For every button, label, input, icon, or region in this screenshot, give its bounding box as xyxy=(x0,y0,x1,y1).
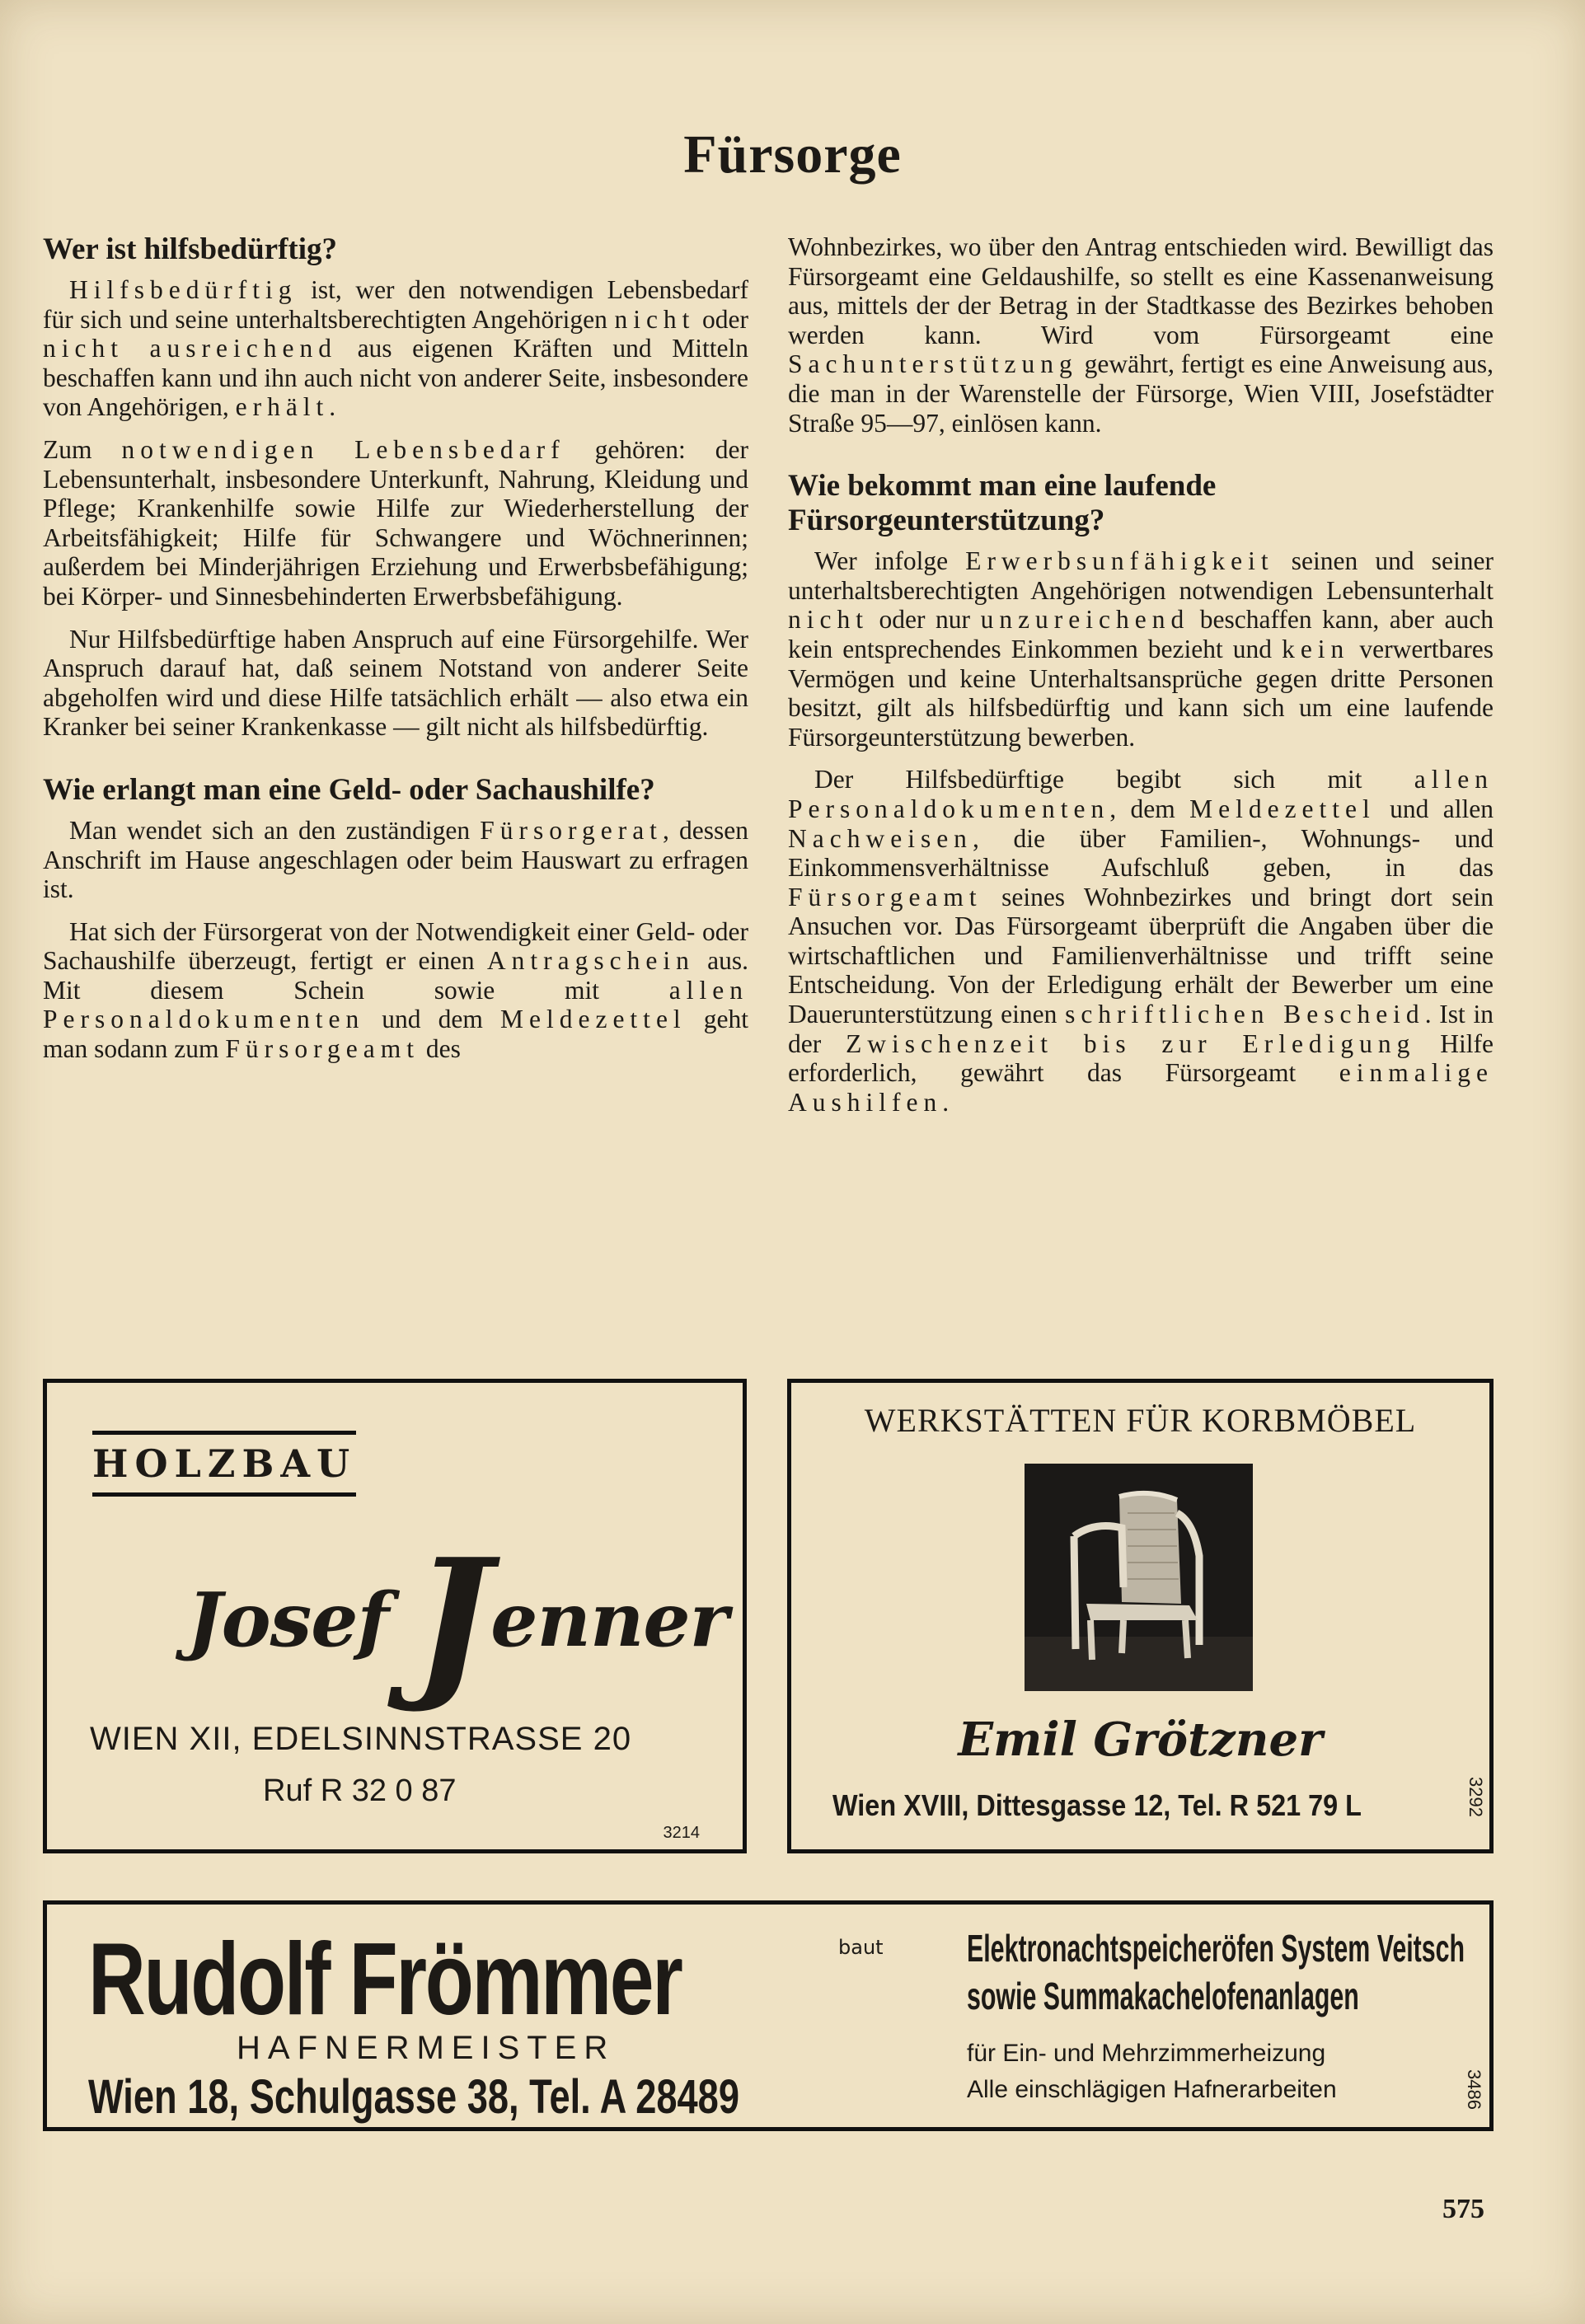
ad-froemmer-works-line: Alle einschlägigen Hafnerarbeiten xyxy=(967,2076,1337,2103)
page-title: Fürsorge xyxy=(683,124,902,185)
ad-holzbau-code: 3214 xyxy=(663,1824,700,1842)
paragraph: Hat sich der Fürsorgerat von der Notwendigkeit einer Geld- oder Sachaushilfe überzeugt, fertigt er einen Antragschein aus. Mit diesem Schein sowie mit allen Personaldokumenten und dem Meldezettel geht man sodann zum Fürsorgeamt des xyxy=(43,916,749,1064)
wicker-chair-photo xyxy=(1025,1464,1253,1691)
paragraph: Der Hilfsbedürftige begibt sich mit allen Personaldokumenten, dem Meldezettel und allen Nachweisen, die über Familien-, Wohnungs- und Einkommensverhältnisse Aufschluß geben, in das Fürsorgeamt seines Wohnbezirkes und bringt dort sein Ansuchen vor. Das Fürsorgeamt überprüft die Angaben über die wirtschaftlichen und Familienverhältnisse und trifft seine Entscheidung. Von der Erledigung erhält der Bewerber um eine Dauerunterstützung einen schriftlichen Bescheid. Ist in der Zwischenzeit bis zur Erledigung Hilfe erforderlich, gewährt das Fürsorgeamt einmalige Aushilfen. xyxy=(788,765,1494,1117)
ad-korbmoebel-groetzner xyxy=(787,1379,1494,1853)
paragraph: Nur Hilfsbedürftige haben Anspruch auf eine Fürsorgehilfe. Wer Anspruch darauf hat, daß seinem Notstand von anderer Seite abgeholfen wird und diese Hilfe tatsächlich erhält — also etwa ein Kranker bei seiner Krankenkasse — gilt nicht als hilfsbedürftig. xyxy=(43,624,748,742)
heading-laufende-fuersorgeunterstuetzung: Wie bekommt man eine laufende Fürsorgeunterstützung? xyxy=(788,469,1217,538)
ad-froemmer-code: 3486 xyxy=(1464,2069,1484,2110)
paragraph: Hilfsbedürftig ist, wer den notwendigen Lebensbedarf für sich und seine unterhaltsberechtigten Angehörigen nicht oder nicht ausreichend aus eigenen Kräften und Mitteln beschaffen kann und ihn auch nicht von anderer Seite, insbesondere von Angehörigen, erhält. xyxy=(43,275,749,422)
ad-froemmer-offer-line1: Elektronachtspeicheröfen System Veitsch xyxy=(967,1927,1465,1970)
right-column xyxy=(788,232,1494,1130)
wicker-chair-icon xyxy=(1025,1464,1253,1691)
ad-holzbau-header: HOLZBAU xyxy=(92,1431,356,1497)
page-number: 575 xyxy=(1442,2194,1484,2224)
ad-korbmoebel-address: Wien XVIII, Dittesgasse 12, Tel. R 521 79 L xyxy=(832,1788,1362,1822)
ad-froemmer-address: Wien 18, Schulgasse 38, Tel. A 28489 xyxy=(88,2070,740,2124)
left-column xyxy=(43,232,748,1077)
ad-korbmoebel-name: Emil Grötzner xyxy=(958,1713,1323,1767)
paragraph: Wer infolge Erwerbsunfähigkeit seinen und seiner unterhaltsberechtigten Angehörigen notwendigen Lebensunterhalt nicht oder nur unzureichend beschaffen kann, aber auch kein entsprechendes Einkommen bezieht und kein verwertbares Vermögen und keine Unterhaltsansprüche gegen dritte Personen besitzt, gilt als hilfsbedürftig und kann sich um eine laufende Fürsorgeunterstützung bewerben. xyxy=(788,546,1494,752)
ad-korbmoebel-code: 3292 xyxy=(1465,1777,1486,1817)
heading-wer-ist-hilfsbeduerftig: Wer ist hilfsbedürftig? xyxy=(43,232,337,266)
ad-korbmoebel-header: WERKSTÄTTEN FÜR KORBMÖBEL xyxy=(864,1402,1417,1439)
ad-holzbau-logo: Josef Jenner xyxy=(187,1523,729,1717)
ad-holzbau-jenner xyxy=(43,1379,747,1853)
ad-holzbau-address: WIEN XII, EDELSINNSTRASSE 20 xyxy=(90,1721,632,1757)
paragraph: Zum notwendigen Lebensbedarf gehören: der Lebensunterhalt, insbesondere Unterkunft, Nahrung, Kleidung und Pflege; Krankenhilfe sowie Hilfe zur Wiederherstellung der Arbeitsfähigkeit; Hilfe für Schwangere und Wöchnerinnen; außerdem bei Minderjährigen Erziehung und Erwerbsbefähigung; bei Körper- und Sinnesbehinderten Erwerbsbefähigung. xyxy=(43,434,748,611)
ad-froemmer-name: Rudolf Frömmer xyxy=(88,1923,682,2036)
paragraph: Man wendet sich an den zuständigen Fürsorgerat, dessen Anschrift im Hause angeschlagen oder beim Hauswart zu erfragen ist. xyxy=(43,815,748,904)
paragraph: Wohnbezirkes, wo über den Antrag entschieden wird. Bewilligt das Fürsorgeamt eine Geldaushilfe, so stellt es eine Kassenanweisung aus, mittels der der Betrag in der Stadtkasse des Bezirkes behoben werden kann. Wird vom Fürsorgeamt eine Sachunterstützung gewährt, fertigt es eine Anweisung aus, die man in der Warenstelle der Fürsorge, Wien VIII, Josefstädter Straße 95—97, einlösen kann. xyxy=(788,232,1494,438)
ad-froemmer-title: HAFNERMEISTER xyxy=(237,2030,616,2066)
ad-holzbau-phone: Ruf R 32 0 87 xyxy=(263,1773,457,1808)
ad-froemmer-baut: baut xyxy=(838,1936,884,1959)
ad-froemmer-offer-line2: sowie Summakachelofenanlagen xyxy=(967,1975,1359,2017)
heading-geld-oder-sachaushilfe: Wie erlangt man eine Geld- oder Sachaushilfe? xyxy=(43,772,655,807)
ad-rudolf-froemmer xyxy=(43,1900,1494,2131)
ad-froemmer-heating-line: für Ein- und Mehrzimmerheizung xyxy=(967,2040,1326,2067)
